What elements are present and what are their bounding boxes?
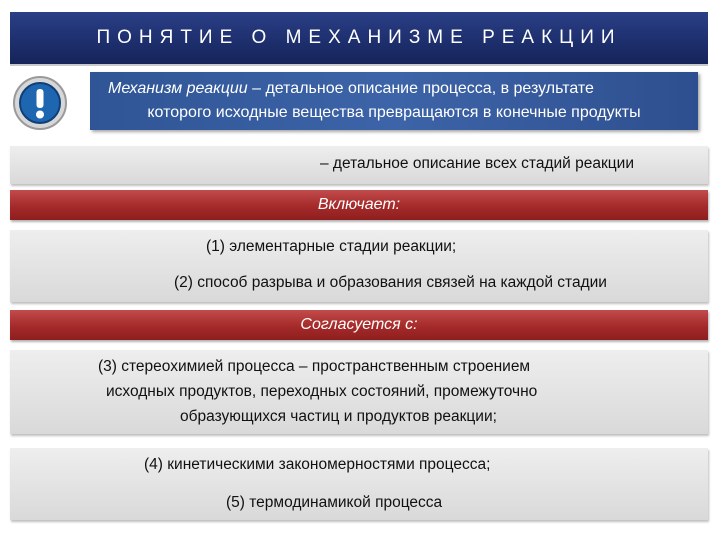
- definition-line-1: [90, 77, 594, 101]
- item-3-line-1: (3) стереохимией процесса – пространственным строением: [98, 358, 531, 375]
- includes-panel: [10, 230, 708, 302]
- definition-text: детальное описание процесса, в результате: [265, 80, 594, 97]
- title-bar: [10, 12, 708, 66]
- item-3-line-3: образующихся частиц и продуктов реакции;: [180, 408, 497, 425]
- exclamation-icon: [12, 75, 68, 131]
- consistent-header-label: Согласуется с:: [300, 316, 418, 333]
- detail-panel: [10, 146, 708, 184]
- includes-item-2: (2) способ разрыва и образования связей на каждой стадии: [174, 274, 607, 291]
- item-5: (5) термодинамикой процесса: [226, 494, 443, 511]
- consistent-panel-2: [10, 448, 708, 520]
- definition-term: Механизм реакции: [108, 80, 248, 97]
- item-3-line-2: исходных продуктов, переходных состояний, промежуточно: [106, 383, 538, 400]
- includes-header-label: Включает:: [317, 196, 401, 213]
- definition-dash: –: [247, 80, 266, 97]
- definition-box: [90, 72, 698, 130]
- item-4: (4) кинетическими закономерностями процесса;: [144, 456, 491, 473]
- includes-header: [10, 190, 708, 220]
- detail-text: – детальное описание всех стадий реакции: [320, 155, 634, 172]
- definition-line-2: которого исходные вещества превращаются в конечные продукты: [147, 104, 641, 121]
- consistent-header: [10, 310, 708, 340]
- includes-item-1: (1) элементарные стадии реакции;: [206, 238, 457, 255]
- page-title: ПОНЯТИЕ О МЕХАНИЗМЕ РЕАКЦИИ: [96, 27, 622, 48]
- consistent-panel-1: [10, 350, 708, 434]
